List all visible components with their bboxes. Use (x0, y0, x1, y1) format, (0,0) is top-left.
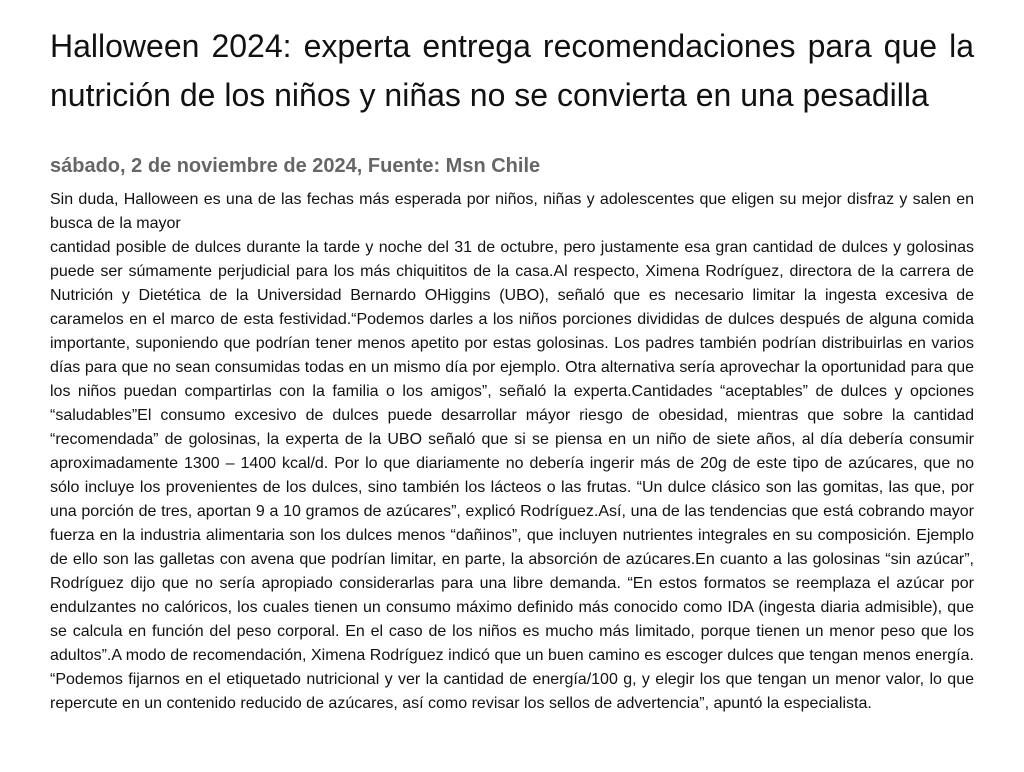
article-paragraph-main: cantidad posible de dulces durante la tarde y noche del 31 de octubre, pero justamente esa gran cantidad de dulces y golosinas puede ser súmamente perjudicial para los más chiquititos de la casa.Al respecto, Ximena Rodríguez, directora de la carrera de Nutrición y Dietética de la Universidad Bernardo OHiggins (UBO), señaló que es necesario limitar la ingesta excesiva de caramelos en el marco de esta festividad.“Podemos darles a los niños porciones divididas de dulces después de alguna comida importante, suponiendo que podrían tener menos apetito por estas golosinas. Los padres también podrían distribuirlas en varios días para que no sean consumidas todas en un mismo día por ejemplo. Otra alternativa sería aprovechar la oportunidad para que los niños puedan compartirlas con la familia o los amigos”, señaló la experta.Cantidades “aceptables” de dulces y opciones “saludables”El consumo excesivo de dulces puede desarrollar máyor riesgo de obesidad, mientras que sobre la cantidad “recomendada” de golosinas, la experta de la UBO señaló que si se piensa en un niño de siete años, al día debería consumir aproximadamente 1300 – 1400 kcal/d. Por lo que diariamente no debería ingerir más de 20g de este tipo de azúcares, que no sólo incluye los provenientes de los dulces, sino también los lácteos o las frutas. “Un dulce clásico son las gomitas, las que, por una porción de tres, aportan 9 a 10 gramos de azúcares”, explicó Rodríguez.Así, una de las tendencias que está cobrando mayor fuerza en la industria alimentaria son los dulces menos “dañinos”, que incluyen nutrientes integrales en su composición. Ejemplo de ello son las galletas con avena que podrían limitar, en parte, la absorción de azúcares.En cuanto a las golosinas “sin azúcar”, Rodríguez dijo que no sería apropiado considerarlas para una libre demanda. “En estos formatos se reemplaza el azúcar por endulzantes no calóricos, los cuales tienen un consumo máximo definido más conocido como IDA (ingesta diaria admisible), que se calcula en función del peso corporal. En el caso de los niños es mucho más limitado, porque tienen un menor peso que los adultos”.A modo de recomendación, Ximena Rodríguez indicó que un buen camino es escoger dulces que tengan menos energía. “Podemos fijarnos en el etiquetado nutricional y ver la cantidad de energía/100 g, y elegir los que tengan un menor valor, lo que repercute en un contenido reducido de azúcares, así como revisar los sellos de advertencia”, apuntó la especialista. (50, 239, 974, 712)
article-paragraph-intro: Sin duda, Halloween es una de las fechas más esperada por niños, niñas y adolescentes que eligen su mejor disfraz y salen en busca de la mayor (50, 191, 974, 232)
article-body (50, 188, 974, 716)
article-title: Halloween 2024: experta entrega recomendaciones para que la nutrición de los niños y niñas no se convierta en una pesadilla (50, 28, 974, 113)
article-date-source: sábado, 2 de noviembre de 2024, Fuente: Msn Chile (50, 155, 541, 177)
